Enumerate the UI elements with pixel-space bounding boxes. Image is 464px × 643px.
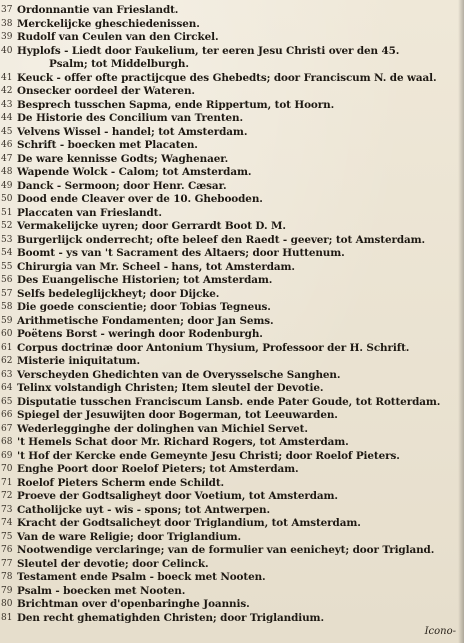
entry-number: 72: [1, 491, 13, 501]
entry-title: Verscheyden Ghedichten van de Overysselsche Sanghen.: [17, 368, 341, 381]
list-item: [0, 328, 464, 342]
entry-title: Disputatie tusschen Franciscum Lansb. ende Pater Goude, tot Rotterdam.: [17, 395, 441, 408]
list-item: [0, 382, 464, 396]
list-item: [0, 423, 464, 437]
entry-number: 41: [1, 72, 13, 83]
entry-number: 61: [1, 342, 13, 353]
list-item: [0, 531, 464, 545]
entry-number: 71: [1, 477, 13, 488]
entry-number: 80: [1, 599, 13, 609]
entry-number: 53: [1, 234, 13, 245]
list-item: [0, 504, 464, 518]
list-item: [0, 220, 464, 234]
book-list: [0, 4, 464, 625]
entry-number: 63: [1, 369, 13, 380]
list-item: [0, 301, 464, 315]
list-item: [0, 598, 464, 612]
list-item: [0, 369, 464, 383]
entry-number: 37: [1, 5, 13, 15]
entry-number: 58: [1, 302, 13, 312]
entry-number: 57: [1, 288, 13, 299]
entry-title: Den recht ghematighden Christen; door Triglandium.: [17, 611, 324, 624]
list-item: [0, 355, 464, 369]
entry-title: Dood ende Cleaver over de 10. Ghebooden.: [17, 193, 263, 205]
entry-title: Sleutel der devotie; door Celinck.: [17, 557, 209, 570]
entry-number: 68: [1, 437, 13, 447]
entry-number: 81: [1, 612, 13, 623]
entry-number: 66: [1, 410, 13, 420]
entry-number: 69: [1, 450, 13, 461]
entry-title: Onsecker oordeel der Wateren.: [17, 85, 195, 97]
entry-title: Psalm - boecken met Nooten.: [17, 584, 186, 597]
entry-title: Enghe Poort door Roelof Pieters; tot Amsterdam.: [17, 463, 299, 475]
list-item: [0, 612, 464, 626]
entry-title: Brichtman over d'openbaringhe Joannis.: [17, 598, 250, 610]
entry-number: 46: [1, 140, 13, 150]
list-item: [0, 490, 464, 504]
entry-title: Selfs bedeleglijckheyt; door Dijcke.: [17, 287, 220, 300]
entry-title: Hyplofs - Liedt door Faukelium, ter eeren Jesu Christi over den 45.: [17, 44, 400, 57]
entry-number: 79: [1, 585, 13, 596]
entry-title: Danck - Sermoon; door Henr. Cæsar.: [17, 179, 227, 192]
list-item: [0, 166, 464, 180]
list-item: [0, 18, 464, 32]
entry-number: 48: [1, 167, 13, 177]
entry-title: Telinx volstandigh Christen; Item sleutel der Devotie.: [17, 382, 324, 394]
entry-number: 60: [1, 329, 13, 339]
list-item: [0, 193, 464, 207]
entry-title: 't Hemels Schat door Mr. Richard Rogers, tot Amsterdam.: [17, 436, 349, 448]
list-item: [0, 126, 464, 140]
entry-number: 76: [1, 545, 13, 555]
entry-number: 49: [1, 180, 13, 191]
list-item: [0, 45, 464, 59]
entry-title: Die goede conscientie; door Tobias Tegneus.: [17, 301, 271, 313]
list-item: [0, 585, 464, 599]
entry-title: Arithmetische Fondamenten; door Jan Sems.: [17, 314, 274, 327]
entry-title: Placcaten van Frieslandt.: [17, 206, 162, 219]
entry-title: Van de ware Religie; door Triglandium.: [17, 530, 241, 543]
entry-title: De Historie des Concilium van Trenten.: [17, 112, 244, 124]
entry-number: 42: [1, 86, 13, 96]
entry-title: Poëtens Borst - weringh door Rodenburgh.: [17, 328, 263, 340]
list-item: [0, 477, 464, 491]
list-item: [0, 463, 464, 477]
entry-title: Besprech tusschen Sapma, ende Rippertum, tot Hoorn.: [17, 98, 335, 111]
page-edge-shadow: [458, 0, 464, 643]
list-item: [0, 4, 464, 18]
entry-number: 74: [1, 518, 13, 528]
entry-title: Testament ende Psalm - boeck met Nooten.: [17, 571, 266, 583]
entry-number: 78: [1, 572, 13, 582]
entry-title: Des Euangelische Historien; tot Amsterdam.: [17, 274, 273, 286]
entry-number: 40: [1, 45, 13, 56]
list-item: [0, 315, 464, 329]
list-item: [0, 517, 464, 531]
entry-number: 70: [1, 464, 13, 474]
entry-title: Corpus doctrinæ door Antonium Thysium, Professoor der H. Schrift.: [17, 341, 410, 354]
entry-number: 47: [1, 153, 13, 164]
entry-number: 64: [1, 383, 13, 393]
entry-number: 77: [1, 558, 13, 569]
list-item: [0, 207, 464, 221]
entry-number: 54: [1, 248, 13, 258]
entry-title: Boomt - ys van 't Sacrament des Altaers; door Huttenum.: [17, 247, 345, 259]
entry-title: Psalm; tot Middelburgh.: [49, 58, 189, 70]
entry-number: 50: [1, 194, 13, 204]
list-item: [0, 72, 464, 86]
entry-title: Keuck - offer ofte practijcque des Ghebedts; door Franciscum N. de waal.: [17, 71, 437, 84]
entry-number: 39: [1, 32, 13, 42]
entry-title: Catholijcke uyt - wis - spons; tot Antwerpen.: [17, 503, 270, 516]
entry-number: 73: [1, 504, 13, 515]
list-item: [0, 58, 464, 72]
entry-number: 67: [1, 423, 13, 434]
list-item: [0, 274, 464, 288]
list-item: [0, 234, 464, 248]
list-item: [0, 153, 464, 167]
entry-number: 51: [1, 207, 13, 218]
entry-title: Kracht der Godtsalicheyt door Triglandium, tot Amsterdam.: [17, 517, 361, 529]
list-item: [0, 261, 464, 275]
entry-title: Misterie iniquitatum.: [17, 355, 140, 367]
entry-number: 62: [1, 356, 13, 366]
entry-title: Schrift - boecken met Placaten.: [17, 139, 198, 151]
entry-number: 75: [1, 531, 13, 542]
entry-title: Roelof Pieters Scherm ende Schildt.: [17, 476, 225, 489]
list-item: [0, 558, 464, 572]
entry-title: Burgerlijck onderrecht; ofte beleef den Raedt - geever; tot Amsterdam.: [17, 233, 426, 246]
entry-number: 52: [1, 221, 13, 231]
list-item: [0, 247, 464, 261]
entry-number: 45: [1, 126, 13, 137]
entry-number: 65: [1, 396, 13, 407]
list-item: [0, 99, 464, 113]
list-item: [0, 436, 464, 450]
list-item: [0, 112, 464, 126]
entry-title: Chirurgia van Mr. Scheel - hans, tot Amsterdam.: [17, 260, 295, 273]
entry-number: 44: [1, 113, 13, 123]
list-item: [0, 288, 464, 302]
entry-number: 55: [1, 261, 13, 272]
list-item: [0, 544, 464, 558]
entry-title: Wapende Wolck - Calom; tot Amsterdam.: [17, 166, 252, 178]
list-item: [0, 139, 464, 153]
entry-title: De ware kennisse Godts; Waghenaer.: [17, 152, 229, 165]
entry-number: 56: [1, 275, 13, 285]
entry-title: Rudolf van Ceulen van den Circkel.: [17, 31, 219, 43]
list-item: [0, 450, 464, 464]
entry-title: Spiegel der Jesuwijten door Bogerman, tot Leeuwarden.: [17, 409, 338, 421]
entry-number: 43: [1, 99, 13, 110]
entry-title: Merckelijcke gheschiedenissen.: [17, 17, 200, 30]
list-item: [0, 396, 464, 410]
catchword: Icono-: [424, 626, 456, 637]
entry-number: 59: [1, 315, 13, 326]
entry-title: Velvens Wissel - handel; tot Amsterdam.: [17, 125, 248, 138]
entry-title: Proeve der Godtsaligheyt door Voetium, tot Amsterdam.: [17, 490, 338, 502]
entry-title: 't Hof der Kercke ende Gemeynte Jesu Christi; door Roelof Pieters.: [17, 449, 400, 462]
entry-title: Vermakelijcke uyren; door Gerrardt Boot D. M.: [17, 220, 286, 232]
list-item: [0, 85, 464, 99]
entry-title: Nootwendige verclaringe; van de formulier van eenicheyt; door Trigland.: [17, 544, 435, 556]
entry-number: 38: [1, 18, 13, 29]
entry-title: Ordonnantie van Frieslandt.: [17, 4, 179, 16]
list-item: [0, 31, 464, 45]
entry-title: Wederlegginghe der dolinghen van Michiel Servet.: [17, 422, 308, 435]
list-item: [0, 180, 464, 194]
list-item: [0, 409, 464, 423]
list-item: [0, 342, 464, 356]
list-item: [0, 571, 464, 585]
